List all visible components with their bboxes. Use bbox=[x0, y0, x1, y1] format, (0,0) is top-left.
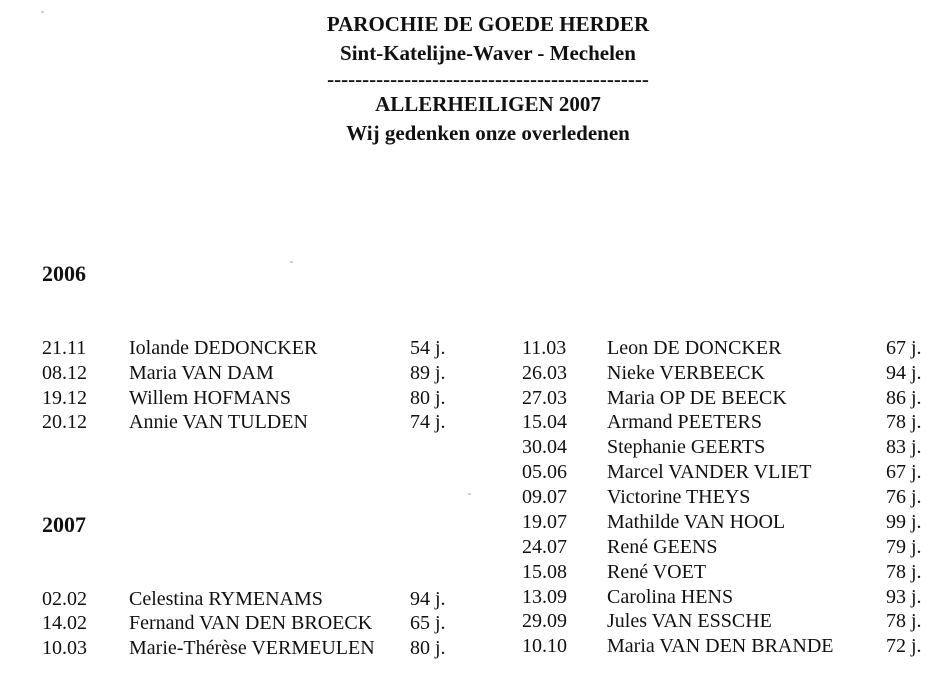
entry-date: 21.11 bbox=[42, 337, 87, 359]
entry-name: Victorine THEYS bbox=[607, 486, 751, 508]
entry-name: Celestina RYMENAMS bbox=[129, 588, 323, 610]
scan-speck bbox=[290, 261, 293, 263]
header-divider: ---------------------------------------------- bbox=[327, 68, 649, 90]
memorial-entry bbox=[42, 386, 462, 411]
entry-date: 02.02 bbox=[42, 588, 87, 610]
memorial-entry bbox=[42, 410, 462, 435]
entry-age: 76 j. bbox=[886, 486, 922, 508]
entry-name: Iolande DEDONCKER bbox=[129, 337, 318, 359]
entry-name: Leon DE DONCKER bbox=[607, 337, 782, 359]
document-subtitle: Wij gedenken onze overledenen bbox=[346, 121, 630, 145]
entry-age: 99 j. bbox=[886, 511, 922, 533]
entry-age: 67 j. bbox=[886, 461, 922, 483]
parish-location: Sint-Katelijne-Waver - Mechelen bbox=[340, 41, 636, 65]
entry-date: 10.10 bbox=[522, 635, 567, 657]
memorial-entry bbox=[522, 535, 942, 560]
entry-age: 72 j. bbox=[886, 635, 922, 657]
memorial-entry bbox=[522, 435, 942, 460]
entry-date: 27.03 bbox=[522, 387, 567, 409]
entry-date: 20.12 bbox=[42, 411, 87, 433]
entry-age: 86 j. bbox=[886, 387, 922, 409]
entry-name: Maria VAN DAM bbox=[129, 362, 274, 384]
memorial-entry bbox=[522, 560, 942, 585]
entry-age: 74 j. bbox=[410, 411, 446, 433]
entry-age: 89 j. bbox=[410, 362, 446, 384]
entry-date: 30.04 bbox=[522, 436, 567, 458]
entry-date: 13.09 bbox=[522, 586, 567, 608]
memorial-entry bbox=[42, 361, 462, 386]
memorial-entry bbox=[522, 585, 942, 610]
entry-age: 78 j. bbox=[886, 561, 922, 583]
entry-age: 78 j. bbox=[886, 411, 922, 433]
document-header bbox=[0, 10, 950, 148]
entry-age: 80 j. bbox=[410, 387, 446, 409]
entry-date: 14.02 bbox=[42, 612, 87, 634]
memorial-entry bbox=[522, 634, 942, 659]
entry-name: Fernand VAN DEN BROECK bbox=[129, 612, 373, 634]
entry-age: 65 j. bbox=[410, 612, 446, 634]
entry-name: Annie VAN TULDEN bbox=[129, 411, 308, 433]
entry-name: Nieke VERBEECK bbox=[607, 362, 765, 384]
year-heading-2006: 2006 bbox=[42, 261, 86, 286]
entry-age: 67 j. bbox=[886, 337, 922, 359]
entry-name: Mathilde VAN HOOL bbox=[607, 511, 786, 533]
memorial-entry bbox=[42, 636, 462, 661]
entry-date: 10.03 bbox=[42, 637, 87, 659]
parish-name: PAROCHIE DE GOEDE HERDER bbox=[326, 12, 650, 36]
memorial-entry bbox=[42, 587, 462, 612]
entry-date: 09.07 bbox=[522, 486, 567, 508]
entry-age: 94 j. bbox=[886, 362, 922, 384]
entry-date: 15.08 bbox=[522, 561, 567, 583]
entry-date: 26.03 bbox=[522, 362, 567, 384]
entry-name: Marcel VANDER VLIET bbox=[607, 461, 812, 483]
memorial-entry bbox=[522, 361, 942, 386]
memorial-entry bbox=[522, 410, 942, 435]
entry-age: 94 j. bbox=[410, 588, 446, 610]
entry-name: Willem HOFMANS bbox=[129, 387, 291, 409]
memorial-entry bbox=[522, 510, 942, 535]
entry-date: 24.07 bbox=[522, 536, 567, 558]
entry-age: 54 j. bbox=[410, 337, 446, 359]
memorial-entry bbox=[42, 611, 462, 636]
entry-date: 19.07 bbox=[522, 511, 567, 533]
entry-name: Carolina HENS bbox=[607, 586, 734, 608]
entry-date: 29.09 bbox=[522, 610, 567, 632]
entry-date: 19.12 bbox=[42, 387, 87, 409]
entry-date: 15.04 bbox=[522, 411, 567, 433]
entry-date: 05.06 bbox=[522, 461, 567, 483]
entry-name: Armand PEETERS bbox=[607, 411, 762, 433]
entry-name: Maria OP DE BEECK bbox=[607, 387, 787, 409]
memorial-entry bbox=[522, 485, 942, 510]
entry-age: 93 j. bbox=[886, 586, 922, 608]
entry-name: Jules VAN ESSCHE bbox=[607, 610, 772, 632]
entry-name: René GEENS bbox=[607, 536, 718, 558]
memorial-entry bbox=[42, 336, 462, 361]
entry-name: Maria VAN DEN BRANDE bbox=[607, 635, 834, 657]
entry-age: 79 j. bbox=[886, 536, 922, 558]
memorial-entry bbox=[522, 460, 942, 485]
entry-date: 11.03 bbox=[522, 337, 567, 359]
document-title: ALLERHEILIGEN 2007 bbox=[375, 92, 601, 116]
entry-date: 08.12 bbox=[42, 362, 87, 384]
memorial-entry bbox=[522, 609, 942, 634]
entry-age: 78 j. bbox=[886, 610, 922, 632]
entry-name: René VOET bbox=[607, 561, 707, 583]
entry-age: 80 j. bbox=[410, 637, 446, 659]
entry-name: Stephanie GEERTS bbox=[607, 436, 766, 458]
year-heading-2007: 2007 bbox=[42, 512, 86, 537]
memorial-entry bbox=[522, 336, 942, 361]
entry-age: 83 j. bbox=[886, 436, 922, 458]
memorial-entry bbox=[522, 386, 942, 411]
entry-name: Marie-Thérèse VERMEULEN bbox=[129, 637, 375, 659]
scan-speck bbox=[468, 493, 471, 495]
